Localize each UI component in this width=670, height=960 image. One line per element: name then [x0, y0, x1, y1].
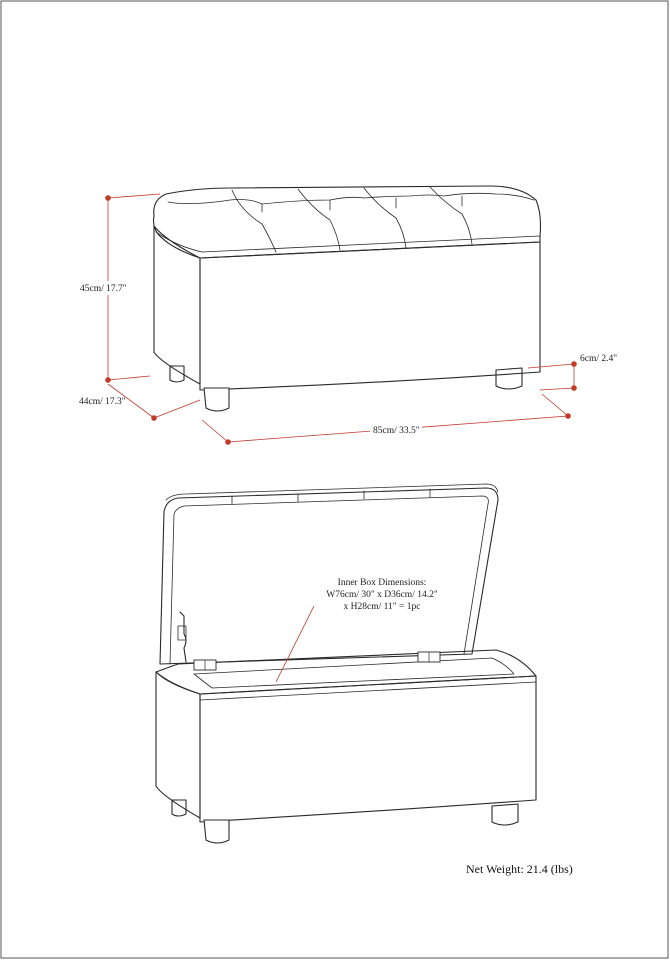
dimension-marker [571, 385, 577, 391]
front-left-leg [204, 388, 229, 411]
dimension-marker [571, 361, 577, 367]
cushion-edge [156, 232, 540, 252]
leg-height-label: 6cm/ 2.4" [580, 354, 618, 364]
lid-outer [160, 488, 498, 664]
dimension-lines [105, 194, 577, 445]
tuft-seam [298, 189, 340, 250]
box-cavity [194, 658, 514, 688]
lid-inner [170, 496, 488, 664]
height-label: 45cm/ 17.7" [80, 284, 127, 294]
support-bracket [178, 626, 186, 640]
width-label: 85cm/ 33.5" [373, 426, 420, 436]
dimension-marker [565, 413, 571, 419]
closed-ottoman [154, 186, 541, 411]
left-side-panel [156, 672, 200, 818]
inner-box-leader [276, 606, 314, 682]
inner-box-size: W76cm/ 30" x D36cm/ 14.2" [326, 590, 438, 600]
back-right-leg [496, 368, 522, 389]
dimension-marker [151, 415, 157, 421]
back-right-leg [492, 804, 518, 825]
inner-box-count: x H28cm/ 11" = 1pc [343, 602, 421, 612]
lid-support-arm [180, 612, 186, 662]
dimension-marker [105, 377, 111, 383]
inner-box-title: Inner Box Dimensions: [337, 578, 427, 588]
cushion-top [154, 186, 541, 258]
front-left-leg [204, 820, 229, 843]
dimension-marker [225, 439, 231, 445]
net-weight: Net Weight: 21.4 (lbs) [466, 862, 573, 876]
open-ottoman [156, 484, 536, 843]
depth-label: 44cm/ 17.3" [79, 397, 126, 407]
box-rim [156, 650, 536, 694]
tuft-seam [168, 193, 534, 204]
lid-cushion-edge [166, 484, 498, 500]
front-panel [200, 242, 540, 390]
page-frame [1, 1, 668, 958]
front-panel [200, 676, 536, 822]
dimension-marker [105, 195, 111, 201]
